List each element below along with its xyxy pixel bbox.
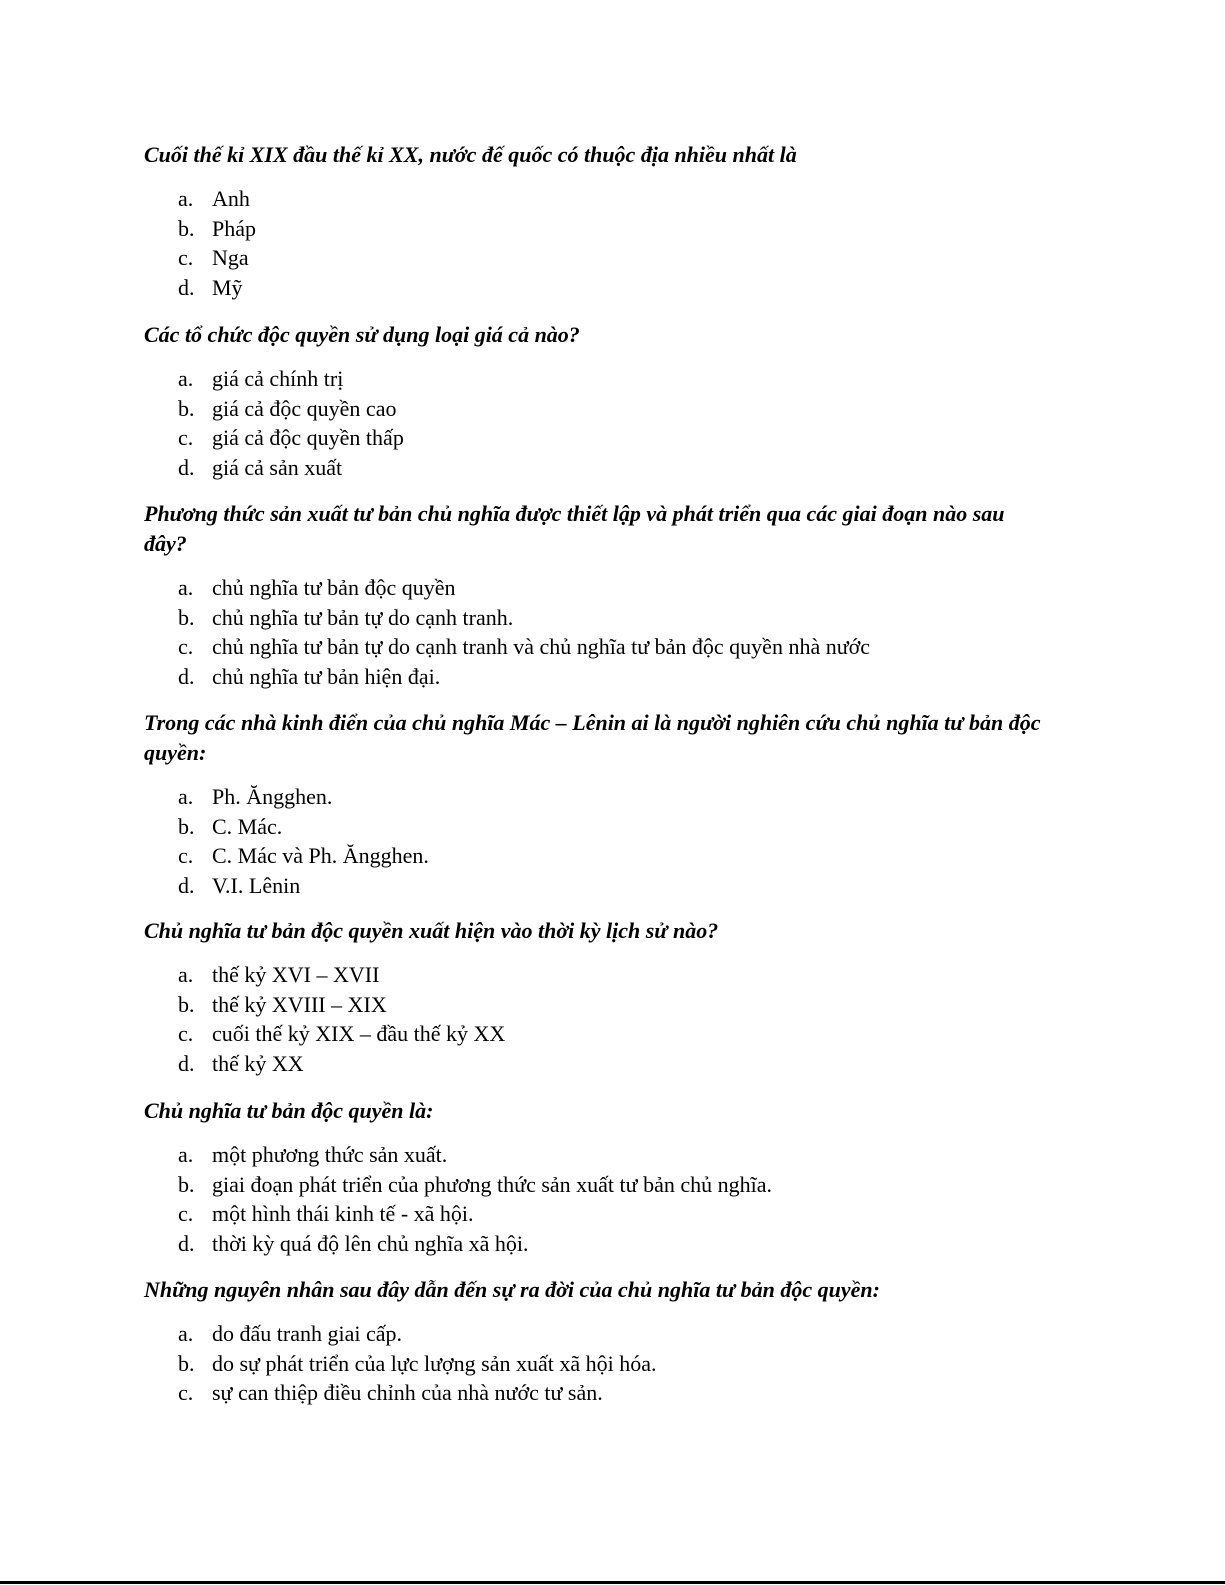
answer-letter: c. (178, 1021, 194, 1047)
answer-text: do đấu tranh giai cấp. (212, 1321, 402, 1346)
answer-list (144, 364, 1044, 483)
answer-option (144, 1319, 1044, 1349)
answer-option (144, 1140, 1044, 1170)
answer-option (144, 423, 1044, 453)
answer-letter: c. (178, 1201, 194, 1227)
answer-letter: c. (178, 425, 194, 451)
answer-letter: a. (178, 784, 194, 809)
question-block (144, 1096, 1044, 1259)
answer-letter: b. (178, 813, 195, 839)
answer-option (144, 662, 1044, 692)
answer-text: chủ nghĩa tư bản độc quyền (212, 575, 456, 600)
answer-text: Pháp (212, 215, 256, 241)
answer-letter: b. (178, 1350, 195, 1376)
question-block (144, 1275, 1044, 1408)
answer-text: Ph. Ăngghen. (212, 784, 333, 809)
answer-option (144, 243, 1044, 273)
answer-option (144, 214, 1044, 244)
question-block (144, 916, 1044, 1079)
answer-letter: a. (178, 1321, 194, 1346)
answer-letter: c. (178, 245, 194, 271)
answer-letter: b. (178, 1171, 195, 1197)
answer-text: thế kỷ XX (212, 1051, 304, 1077)
page-bottom-rule (0, 1581, 1225, 1584)
answer-option (144, 1378, 1044, 1408)
answer-list (144, 184, 1044, 303)
answer-letter: a. (178, 366, 194, 391)
answer-letter: c. (178, 843, 194, 869)
question-title: Các tổ chức độc quyền sử dụng loại giá cả nào? (144, 322, 580, 347)
answer-letter: c. (178, 1380, 194, 1406)
answer-letter: a. (178, 186, 194, 211)
answer-option (144, 841, 1044, 871)
question-title: Cuối thế kỉ XIX đầu thế kỉ XX, nước đế quốc có thuộc địa nhiều nhất là (144, 142, 797, 167)
answer-option (144, 184, 1044, 214)
answer-text: giá cả chính trị (212, 366, 344, 391)
answer-option (144, 364, 1044, 394)
answer-letter: a. (178, 575, 194, 600)
answer-option (144, 632, 1044, 662)
answer-list (144, 1319, 1044, 1408)
answer-option (144, 603, 1044, 633)
question-block (144, 140, 1044, 303)
answer-text: thời kỳ quá độ lên chủ nghĩa xã hội. (212, 1231, 529, 1257)
answer-option (144, 990, 1044, 1020)
answer-text: Nga (212, 245, 249, 271)
question-title: Chủ nghĩa tư bản độc quyền là: (144, 1098, 434, 1123)
answer-text: thế kỷ XVI – XVII (212, 962, 380, 987)
answer-option (144, 1170, 1044, 1200)
answer-text: một phương thức sản xuất. (212, 1142, 448, 1167)
answer-list (144, 782, 1044, 901)
answer-text: thế kỷ XVIII – XIX (212, 991, 387, 1017)
question-title: Phương thức sản xuất tư bản chủ nghĩa được thiết lập và phát triển qua các giai đoạn nào sau đây? (144, 501, 1005, 556)
answer-option (144, 1049, 1044, 1079)
answer-option (144, 1019, 1044, 1049)
answer-text: giá cả độc quyền cao (212, 395, 397, 421)
answer-letter: d. (178, 873, 195, 899)
answer-letter: b. (178, 215, 195, 241)
answer-text: Mỹ (212, 275, 243, 301)
answer-option (144, 1229, 1044, 1259)
question-title: Chủ nghĩa tư bản độc quyền xuất hiện vào thời kỳ lịch sử nào? (144, 918, 719, 943)
answer-list (144, 960, 1044, 1079)
answer-option (144, 1349, 1044, 1379)
answer-text: giai đoạn phát triển của phương thức sản xuất tư bản chủ nghĩa. (212, 1171, 772, 1197)
answer-option (144, 812, 1044, 842)
answer-list (144, 1140, 1044, 1259)
answer-letter: d. (178, 1231, 195, 1257)
answer-letter: a. (178, 962, 194, 987)
answer-text: do sự phát triển của lực lượng sản xuất xã hội hóa. (212, 1350, 657, 1376)
answer-list (144, 573, 1044, 692)
answer-text: giá cả sản xuất (212, 455, 343, 481)
question-block (144, 499, 1044, 692)
question-block (144, 708, 1044, 901)
answer-letter: b. (178, 991, 195, 1017)
answer-letter: d. (178, 275, 195, 301)
answer-option (144, 573, 1044, 603)
answer-option (144, 1199, 1044, 1229)
answer-text: chủ nghĩa tư bản hiện đại. (212, 664, 441, 690)
answer-letter: c. (178, 634, 194, 660)
answer-option (144, 394, 1044, 424)
answer-text: sự can thiệp điều chỉnh của nhà nước tư sản. (212, 1380, 603, 1406)
answer-text: C. Mác. (212, 813, 283, 839)
answer-option (144, 273, 1044, 303)
answer-letter: b. (178, 604, 195, 630)
answer-text: C. Mác và Ph. Ăngghen. (212, 843, 429, 869)
answer-letter: d. (178, 664, 195, 690)
answer-letter: a. (178, 1142, 194, 1167)
answer-text: một hình thái kinh tế - xã hội. (212, 1201, 474, 1227)
answer-text: V.I. Lênin (212, 873, 301, 899)
answer-option (144, 453, 1044, 483)
answer-option (144, 871, 1044, 901)
answer-text: chủ nghĩa tư bản tự do cạnh tranh. (212, 604, 514, 630)
answer-option (144, 782, 1044, 812)
question-title: Những nguyên nhân sau đây dẫn đến sự ra đời của chủ nghĩa tư bản độc quyền: (144, 1277, 880, 1302)
answer-option (144, 960, 1044, 990)
answer-text: chủ nghĩa tư bản tự do cạnh tranh và chủ nghĩa tư bản độc quyền nhà nước (212, 634, 871, 660)
answer-text: Anh (212, 186, 250, 211)
answer-text: giá cả độc quyền thấp (212, 425, 404, 451)
answer-letter: d. (178, 455, 195, 481)
answer-letter: d. (178, 1051, 195, 1077)
question-block (144, 320, 1044, 483)
answer-letter: b. (178, 395, 195, 421)
answer-text: cuối thế kỷ XIX – đầu thế kỷ XX (212, 1021, 506, 1047)
question-title: Trong các nhà kinh điển của chủ nghĩa Mác – Lênin ai là người nghiên cứu chủ nghĩa tư bản độc quyền: (144, 710, 1041, 765)
